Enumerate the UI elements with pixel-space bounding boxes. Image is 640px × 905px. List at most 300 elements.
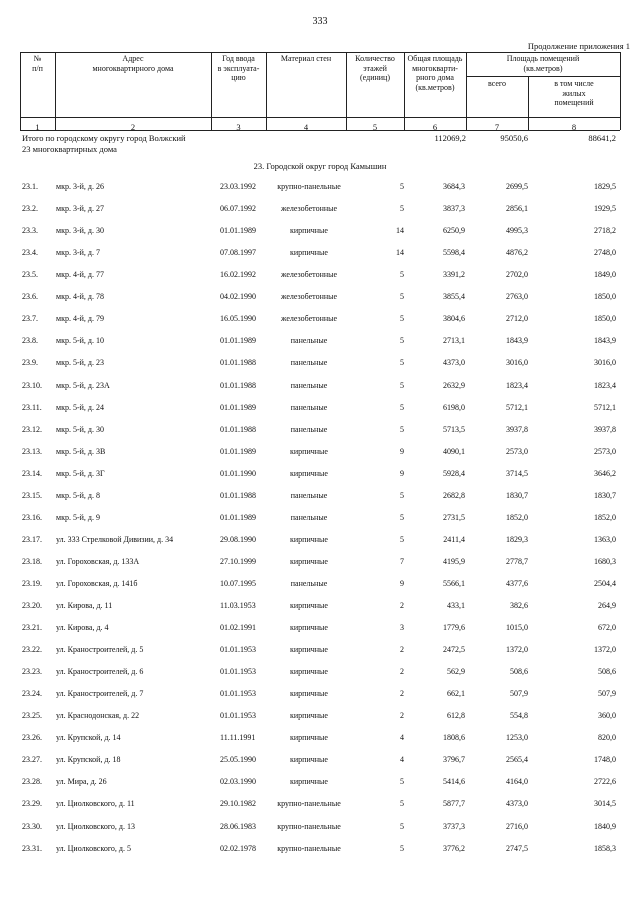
row-premises-living: 1829,5 (594, 182, 616, 191)
row-floors: 5 (400, 314, 404, 324)
row-number: 23.4. (22, 248, 38, 258)
row-address: мкр. 5-й, д. 3Г (56, 468, 105, 478)
row-premises-all: 3937,8 (506, 424, 528, 434)
row-year: 29.10.1982 (220, 799, 256, 809)
row-floors: 14 (396, 226, 404, 236)
row-address: ул. Краснодонская, д. 22 (56, 711, 140, 721)
row-premises-living: 5712,1 (594, 402, 616, 412)
row-premises-living: 3937,8 (594, 424, 616, 434)
total-area-value: 112069,2 (434, 133, 466, 143)
row-floors: 4 (400, 733, 404, 743)
table-row (0, 248, 640, 262)
row-floors: 2 (400, 645, 404, 654)
row-material: кирпичные (290, 534, 328, 544)
row-total-area: 3837,3 (443, 204, 465, 214)
row-premises-living: 2504,4 (594, 578, 616, 588)
table-row (0, 226, 640, 240)
row-material: кирпичные (290, 623, 328, 632)
row-premises-all: 1830,7 (506, 490, 528, 500)
row-year: 01.02.1991 (220, 623, 256, 632)
row-premises-living: 360,0 (598, 711, 616, 721)
row-total-area: 5713,5 (443, 424, 465, 434)
row-year: 07.08.1997 (220, 248, 256, 258)
row-floors: 5 (400, 799, 404, 809)
row-premises-all: 2747,5 (506, 843, 528, 853)
row-premises-all: 2763,0 (506, 292, 528, 302)
row-total-area: 3804,6 (443, 314, 465, 324)
row-material: панельные (290, 358, 328, 368)
row-premises-living: 1372,0 (594, 645, 616, 654)
row-total-area: 5414,6 (443, 777, 465, 787)
row-total-area: 3776,2 (443, 843, 465, 853)
row-year: 01.01.1953 (220, 667, 256, 677)
row-premises-living: 1849,0 (594, 270, 616, 280)
header-address: Адрес многоквартирного дома (92, 54, 174, 73)
row-material: кирпичные (290, 777, 328, 787)
section-title: 23. Городской округ город Камышин (253, 161, 387, 171)
row-total-area: 2632,9 (443, 380, 465, 390)
header-material: Материал стен (280, 54, 332, 63)
row-material: железобетонные (280, 270, 338, 280)
row-premises-living: 1850,0 (594, 292, 616, 302)
row-year: 01.01.1989 (220, 336, 256, 346)
table-row (0, 447, 640, 461)
row-year: 29.08.1990 (220, 534, 256, 544)
row-premises-all: 4876,2 (506, 248, 528, 258)
row-material: крупно-панельные (277, 182, 341, 191)
table-row (0, 689, 640, 703)
row-year: 27.10.1999 (220, 556, 256, 566)
row-number: 23.5. (22, 270, 38, 280)
row-material: железобетонные (280, 204, 338, 214)
row-number: 23.7. (22, 314, 38, 324)
row-number: 23.31. (22, 843, 42, 853)
row-total-area: 5598,4 (443, 248, 465, 258)
row-premises-living: 1363,0 (594, 534, 616, 544)
row-floors: 5 (400, 843, 404, 853)
row-number: 23.30. (22, 821, 42, 831)
row-year: 11.11.1991 (220, 733, 256, 743)
row-year: 01.01.1989 (220, 226, 256, 236)
table-row (0, 182, 640, 196)
row-floors: 5 (400, 292, 404, 302)
table-row (0, 777, 640, 791)
row-address: мкр. 5-й, д. 23 (56, 358, 104, 368)
row-premises-living: 2748,0 (594, 248, 616, 258)
row-number: 23.29. (22, 799, 42, 809)
table-row (0, 799, 640, 813)
row-year: 01.01.1953 (220, 689, 256, 699)
row-year: 01.01.1989 (220, 446, 256, 456)
row-year: 01.01.1988 (220, 380, 256, 390)
row-address: мкр. 3-й, д. 7 (56, 248, 100, 258)
row-address: мкр. 5-й, д. 9 (56, 512, 100, 522)
row-premises-all: 1253,0 (506, 733, 528, 743)
row-premises-living: 1748,0 (594, 755, 616, 765)
row-number: 23.24. (22, 689, 42, 699)
row-floors: 9 (400, 578, 404, 588)
row-total-area: 1808,6 (443, 733, 465, 743)
row-address: ул. Краностроителей, д. 6 (56, 667, 144, 677)
row-total-area: 1779,6 (443, 623, 465, 632)
row-material: крупно-панельные (277, 843, 341, 853)
row-premises-all: 2712,0 (506, 314, 528, 324)
row-total-area: 3737,3 (443, 821, 465, 831)
row-material: крупно-панельные (277, 799, 341, 809)
row-premises-living: 3014,5 (594, 799, 616, 809)
row-address: ул. Гороховская, д. 141б (56, 578, 138, 588)
row-floors: 2 (400, 667, 404, 677)
header-floors: Количество этажей (единиц) (355, 54, 395, 82)
row-material: панельные (290, 578, 328, 588)
column-index: 1 (35, 122, 40, 132)
row-address: мкр. 5-й, д. 30 (56, 424, 104, 434)
row-premises-all: 4377,6 (506, 578, 528, 588)
row-material: кирпичные (290, 711, 328, 721)
row-material: кирпичные (290, 446, 328, 456)
header-premises-living: в том числе жилых помещений (554, 79, 594, 107)
row-year: 23.03.1992 (220, 182, 256, 191)
row-premises-all: 1823,4 (506, 380, 528, 390)
row-total-area: 4090,1 (443, 446, 465, 456)
row-premises-living: 1852,0 (594, 512, 616, 522)
row-address: мкр. 3-й, д. 26 (56, 182, 104, 191)
row-total-area: 2411,4 (443, 534, 465, 544)
total-all-value: 95050,6 (500, 133, 528, 143)
table-row (0, 425, 640, 439)
row-premises-all: 1843,9 (506, 336, 528, 346)
row-number: 23.10. (22, 380, 42, 390)
header-premises-area: Площадь помещений (кв.метров) (506, 54, 580, 73)
row-number: 23.2. (22, 204, 38, 214)
column-index: 8 (571, 122, 577, 132)
row-address: мкр. 3-й, д. 30 (56, 226, 104, 236)
row-floors: 4 (400, 755, 404, 765)
column-index: 5 (372, 122, 378, 132)
column-index: 6 (432, 122, 438, 132)
table-row (0, 314, 640, 328)
row-number: 23.18. (22, 556, 42, 566)
table-row (0, 601, 640, 615)
row-number: 23.12. (22, 424, 42, 434)
table-row (0, 513, 640, 527)
table-row (0, 292, 640, 306)
row-number: 23.25. (22, 711, 42, 721)
row-material: кирпичные (290, 468, 328, 478)
table-row (0, 204, 640, 218)
row-premises-all: 1372,0 (506, 645, 528, 654)
header-premises-all: всего (487, 79, 506, 88)
row-floors: 2 (400, 689, 404, 699)
row-total-area: 4373,0 (443, 358, 465, 368)
row-material: панельные (290, 512, 328, 522)
row-number: 23.27. (22, 755, 42, 765)
row-material: кирпичные (290, 645, 328, 654)
table-row (0, 755, 640, 769)
row-address: ул. Циолковского, д. 5 (56, 843, 131, 853)
row-premises-all: 2716,0 (506, 821, 528, 831)
row-premises-all: 5712,1 (506, 402, 528, 412)
row-floors: 5 (400, 777, 404, 787)
row-address: мкр. 4-й, д. 79 (56, 314, 104, 324)
row-total-area: 5877,7 (443, 799, 465, 809)
column-index: 7 (494, 122, 500, 132)
row-number: 23.23. (22, 667, 42, 677)
row-premises-all: 1015,0 (506, 623, 528, 632)
row-number: 23.9. (22, 358, 38, 368)
row-premises-living: 672,0 (598, 623, 616, 632)
row-address: мкр. 5-й, д. 23А (56, 380, 110, 390)
row-floors: 9 (400, 446, 404, 456)
row-material: панельные (290, 490, 328, 500)
header-num: № п/п (32, 54, 43, 73)
row-address: ул. Краностроителей, д. 5 (56, 645, 144, 654)
row-year: 01.01.1953 (220, 645, 256, 654)
row-number: 23.20. (22, 601, 42, 610)
row-premises-living: 1840,9 (594, 821, 616, 831)
row-number: 23.6. (22, 292, 38, 302)
row-total-area: 3684,3 (443, 182, 465, 191)
row-premises-living: 3016,0 (594, 358, 616, 368)
table-row (0, 579, 640, 593)
row-address: мкр. 4-й, д. 77 (56, 270, 104, 280)
row-premises-all: 2573,0 (506, 446, 528, 456)
row-material: панельные (290, 336, 328, 346)
row-premises-all: 3714,5 (506, 468, 528, 478)
row-premises-all: 382,6 (510, 601, 528, 610)
row-premises-all: 508,6 (510, 667, 528, 677)
row-premises-all: 507,9 (510, 689, 528, 699)
row-material: кирпичные (290, 226, 328, 236)
row-total-area: 2713,1 (443, 336, 465, 346)
row-number: 23.22. (22, 645, 42, 654)
row-year: 01.01.1989 (220, 512, 256, 522)
row-premises-living: 1858,3 (594, 843, 616, 853)
row-address: ул. Крупской, д. 18 (56, 755, 121, 765)
row-floors: 5 (400, 204, 404, 214)
row-year: 16.05.1990 (220, 314, 256, 324)
column-index: 3 (236, 122, 241, 132)
row-material: железобетонные (280, 292, 338, 302)
row-floors: 5 (400, 336, 404, 346)
row-address: мкр. 3-й, д. 27 (56, 204, 104, 214)
row-number: 23.13. (22, 446, 42, 456)
row-number: 23.8. (22, 336, 38, 346)
header-total-area: Общая площадь многокварти- рного дома (кв.метров) (407, 54, 463, 92)
row-address: мкр. 5-й, д. 24 (56, 402, 104, 412)
row-address: мкр. 4-й, д. 78 (56, 292, 104, 302)
row-total-area: 6250,9 (443, 226, 465, 236)
table-row (0, 711, 640, 725)
row-material: кирпичные (290, 601, 328, 610)
row-floors: 5 (400, 424, 404, 434)
row-premises-all: 2856,1 (506, 204, 528, 214)
total-living-value: 88641,2 (588, 133, 616, 143)
row-floors: 5 (400, 821, 404, 831)
table-row (0, 336, 640, 350)
row-premises-all: 1852,0 (506, 512, 528, 522)
row-number: 23.3. (22, 226, 38, 236)
row-premises-all: 554,8 (510, 711, 528, 721)
row-premises-living: 507,9 (598, 689, 616, 699)
page-number: 333 (312, 16, 328, 27)
row-premises-living: 508,6 (598, 667, 616, 677)
row-year: 25.05.1990 (220, 755, 256, 765)
row-premises-living: 820,0 (598, 733, 616, 743)
row-total-area: 2731,5 (443, 512, 465, 522)
row-address: мкр. 5-й, д. 10 (56, 336, 104, 346)
row-year: 01.01.1990 (220, 468, 256, 478)
row-floors: 5 (400, 534, 404, 544)
row-floors: 5 (400, 490, 404, 500)
row-premises-living: 1843,9 (594, 336, 616, 346)
row-floors: 5 (400, 358, 404, 368)
row-premises-living: 2722,6 (594, 777, 616, 787)
table-row (0, 381, 640, 395)
row-year: 10.07.1995 (220, 578, 256, 588)
row-premises-living: 1929,5 (594, 204, 616, 214)
row-number: 23.1. (22, 182, 38, 191)
row-year: 16.02.1992 (220, 270, 256, 280)
row-total-area: 3855,4 (443, 292, 465, 302)
table-row (0, 403, 640, 417)
total-label: Итого по городскому округу город Волжский (22, 133, 186, 143)
row-year: 06.07.1992 (220, 204, 256, 214)
row-year: 01.01.1989 (220, 402, 256, 412)
row-year: 04.02.1990 (220, 292, 256, 302)
row-address: мкр. 5-й, д. 3В (56, 446, 106, 456)
row-premises-living: 1830,7 (594, 490, 616, 500)
row-total-area: 2472,5 (443, 645, 465, 654)
row-total-area: 3796,7 (443, 755, 465, 765)
row-material: панельные (290, 380, 328, 390)
row-year: 01.01.1988 (220, 490, 256, 500)
row-floors: 7 (400, 556, 404, 566)
row-premises-all: 2702,0 (506, 270, 528, 280)
row-total-area: 5566,1 (443, 578, 465, 588)
row-floors: 5 (400, 182, 404, 191)
row-premises-all: 2778,7 (506, 556, 528, 566)
row-address: ул. Кирова, д. 11 (56, 601, 113, 610)
row-material: кирпичные (290, 248, 328, 258)
row-floors: 2 (400, 601, 404, 610)
row-number: 23.19. (22, 578, 42, 588)
row-number: 23.15. (22, 490, 42, 500)
row-number: 23.26. (22, 733, 42, 743)
row-floors: 2 (400, 711, 404, 721)
row-premises-living: 1850,0 (594, 314, 616, 324)
row-floors: 5 (400, 512, 404, 522)
row-total-area: 562,9 (447, 667, 465, 677)
row-material: крупно-панельные (277, 821, 341, 831)
row-address: ул. Мира, д. 26 (56, 777, 107, 787)
continuation-note: Продолжение приложения 1 (527, 41, 630, 51)
row-floors: 9 (400, 468, 404, 478)
row-total-area: 433,1 (447, 601, 465, 610)
row-total-area: 2682,8 (443, 490, 465, 500)
table-row (0, 733, 640, 747)
row-number: 23.11. (22, 402, 42, 412)
row-total-area: 612,8 (447, 711, 465, 721)
row-total-area: 4195,9 (443, 556, 465, 566)
row-number: 23.14. (22, 468, 42, 478)
row-address: ул. 333 Стрелковой Дивизии, д. 34 (56, 534, 174, 544)
row-floors: 5 (400, 270, 404, 280)
row-premises-all: 3016,0 (506, 358, 528, 368)
row-premises-all: 1829,3 (506, 534, 528, 544)
row-number: 23.16. (22, 512, 42, 522)
row-year: 28.06.1983 (220, 821, 256, 831)
row-number: 23.17. (22, 534, 42, 544)
table-row (0, 469, 640, 483)
row-year: 01.01.1988 (220, 424, 256, 434)
row-premises-all: 4995,3 (506, 226, 528, 236)
row-total-area: 6198,0 (443, 402, 465, 412)
row-total-area: 662,1 (447, 689, 465, 699)
row-total-area: 3391,2 (443, 270, 465, 280)
total-label-houses: 23 многоквартирных дома (22, 144, 117, 154)
row-material: кирпичные (290, 667, 328, 677)
table-row (0, 667, 640, 681)
table-row (0, 623, 640, 637)
row-premises-all: 2699,5 (506, 182, 528, 191)
row-premises-living: 1823,4 (594, 380, 616, 390)
row-number: 23.21. (22, 623, 42, 632)
column-index: 4 (303, 122, 309, 132)
row-floors: 5 (400, 380, 404, 390)
row-year: 02.02.1978 (220, 843, 256, 853)
row-address: ул. Краностроителей, д. 7 (56, 689, 144, 699)
row-premises-all: 2565,4 (506, 755, 528, 765)
table-row (0, 844, 640, 858)
row-premises-living: 3646,2 (594, 468, 616, 478)
row-material: кирпичные (290, 556, 328, 566)
row-floors: 3 (400, 623, 404, 632)
table-row (0, 270, 640, 284)
table-row (0, 535, 640, 549)
row-material: кирпичные (290, 689, 328, 699)
row-number: 23.28. (22, 777, 42, 787)
row-material: кирпичные (290, 755, 328, 765)
row-material: панельные (290, 424, 328, 434)
row-premises-living: 2573,0 (594, 446, 616, 456)
row-address: ул. Кирова, д. 4 (56, 623, 109, 632)
table-row (0, 491, 640, 505)
row-material: железобетонные (280, 314, 338, 324)
table-row (0, 645, 640, 659)
row-address: ул. Крупской, д. 14 (56, 733, 121, 743)
table-row (0, 557, 640, 571)
row-year: 02.03.1990 (220, 777, 256, 787)
row-premises-living: 1680,3 (594, 556, 616, 566)
row-floors: 14 (396, 248, 404, 258)
table-row (0, 358, 640, 372)
table-row (0, 822, 640, 836)
row-premises-living: 264,9 (598, 601, 616, 610)
row-premises-all: 4164,0 (506, 777, 528, 787)
column-index: 2 (130, 122, 136, 132)
row-material: кирпичные (290, 733, 328, 743)
row-total-area: 5928,4 (443, 468, 465, 478)
row-address: мкр. 5-й, д. 8 (56, 490, 100, 500)
row-year: 01.01.1988 (220, 358, 256, 368)
row-address: ул. Гороховская, д. 133А (56, 556, 140, 566)
row-material: панельные (290, 402, 328, 412)
row-address: ул. Циолковского, д. 13 (56, 821, 135, 831)
row-address: ул. Циолковского, д. 11 (56, 799, 135, 809)
row-year: 11.03.1953 (220, 601, 256, 610)
row-floors: 5 (400, 402, 404, 412)
